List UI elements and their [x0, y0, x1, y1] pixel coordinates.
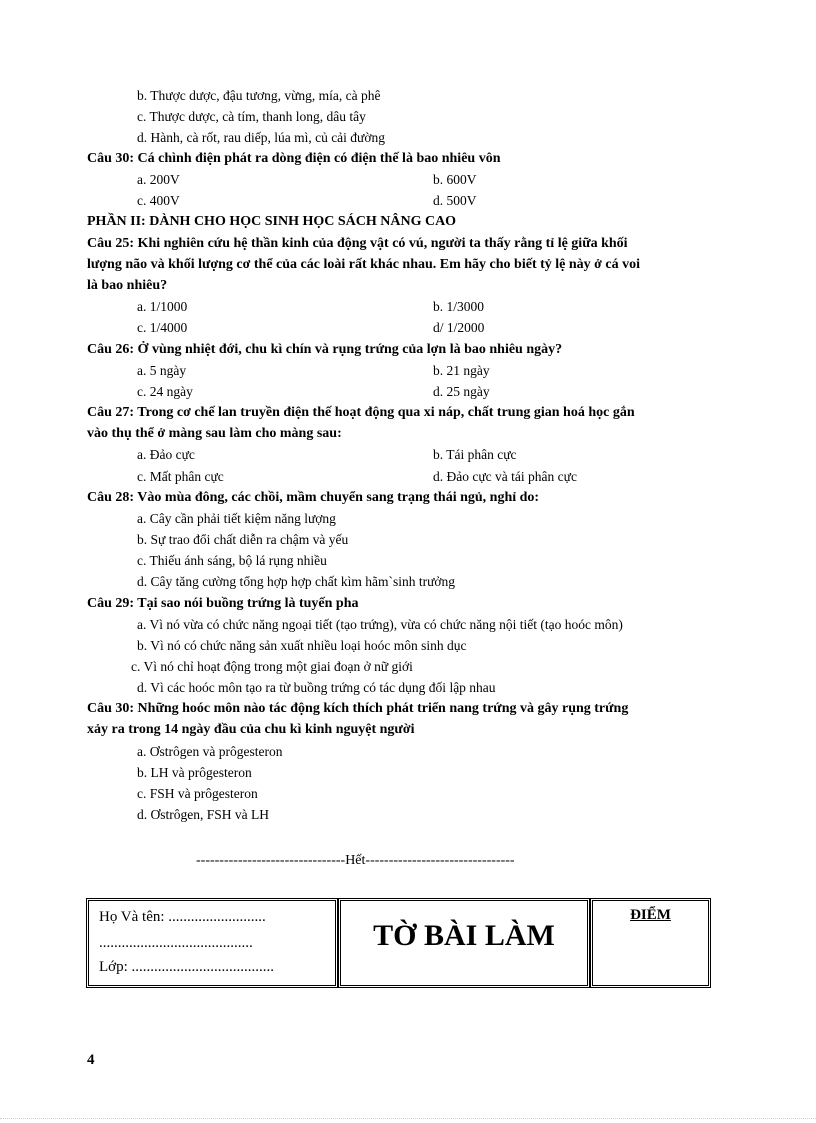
q29-option-b: b. Vì nó có chức năng sản xuất nhiều loại hoóc môn sinh dục [137, 638, 467, 653]
q25-option-d: d/ 1/2000 [433, 320, 485, 335]
q27-option-b: b. Tái phân cực [433, 447, 517, 462]
question-26: Câu 26: Ở vùng nhiệt đới, chu kì chín và rụng trứng của lợn là bao nhiêu ngày? [87, 342, 563, 357]
q29-option-c: c. Vì nó chỉ hoạt động trong một giai đoạn ở nữ giới [131, 659, 413, 674]
q30a-option-a: a. 200V [137, 172, 180, 187]
end-line: --------------------------------Hết-------------------------------- [196, 853, 515, 868]
question-30a: Câu 30: Cá chình điện phát ra dòng điện có điện thế là bao nhiêu vôn [87, 151, 501, 166]
q30a-option-d: d. 500V [433, 193, 477, 208]
answer-sheet-title: TỜ BÀI LÀM [373, 919, 555, 952]
q30b-option-c: c. FSH và prôgesteron [137, 786, 258, 801]
question-28: Câu 28: Vào mùa đông, các chồi, mầm chuyển sang trạng thái ngủ, nghỉ do: [87, 490, 540, 505]
q27-option-d: d. Đảo cực và tái phân cực [433, 469, 577, 484]
q25-option-b: b. 1/3000 [433, 299, 485, 314]
question-29: Câu 29: Tại sao nói buồng trứng là tuyến pha [87, 596, 359, 611]
q27-option-a: a. Đảo cực [137, 447, 195, 462]
score-label: ĐIỂM [630, 907, 671, 923]
section-heading: PHẦN II: DÀNH CHO HỌC SINH HỌC SÁCH NÂNG CAO [87, 214, 457, 229]
question-27-line2: vào thụ thể ở màng sau làm cho màng sau: [87, 426, 342, 441]
question-27-line1: Câu 27: Trong cơ chế lan truyền điện thế hoạt động qua xi náp, chất trung gian hoá học gắn [87, 405, 635, 420]
q28-option-c: c. Thiếu ánh sáng, bộ lá rụng nhiều [137, 553, 327, 568]
q26-option-d: d. 25 ngày [433, 384, 490, 399]
question-25-line1: Câu 25: Khi nghiên cứu hệ thần kinh của động vật có vú, người ta thấy rằng tỉ lệ giữa khối [87, 236, 628, 251]
q28-option-b: b. Sự trao đổi chất diễn ra chậm và yếu [137, 532, 349, 547]
prev-option-c: c. Thược dược, cà tím, thanh long, dâu tây [137, 109, 366, 124]
question-30b-line2: xảy ra trong 14 ngày đầu của chu kì kinh nguyệt người [87, 722, 415, 737]
score-box [590, 898, 711, 988]
q30a-option-b: b. 600V [433, 172, 477, 187]
q26-option-a: a. 5 ngày [137, 363, 187, 378]
q26-option-b: b. 21 ngày [433, 363, 490, 378]
q28-option-d: d. Cây tăng cường tổng hợp hợp chất kìm hãm`sinh trưởng [137, 574, 456, 589]
q30b-option-a: a. Ơstrôgen và prôgesteron [137, 744, 283, 759]
q29-option-d: d. Vì các hoóc môn tạo ra từ buồng trứng có tác dụng đối lập nhau [137, 680, 496, 695]
q30b-option-d: d. Ơstrôgen, FSH và LH [137, 807, 269, 822]
prev-option-b: b. Thược dược, đậu tương, vừng, mía, cà phê [137, 88, 381, 103]
page-bottom-rule [0, 1118, 816, 1119]
q26-option-c: c. 24 ngày [137, 384, 193, 399]
q27-option-c: c. Mất phân cực [137, 469, 224, 484]
question-25-line2: lượng não và khối lượng cơ thể của các loài rất khác nhau. Em hãy cho biết tỷ lệ này ở cá voi [87, 257, 641, 272]
name-continuation: ......................................... [99, 935, 253, 951]
page-number: 4 [87, 1052, 95, 1068]
q28-option-a: a. Cây cần phải tiết kiệm năng lượng [137, 511, 336, 526]
q25-option-c: c. 1/4000 [137, 320, 188, 335]
name-field: Họ Và tên: .......................... [99, 909, 266, 925]
prev-option-d: d. Hành, cà rốt, rau diếp, lúa mì, củ cải đường [137, 130, 386, 145]
q30b-option-b: b. LH và prôgesteron [137, 765, 252, 780]
title-box [338, 898, 590, 988]
student-info-box [86, 898, 338, 988]
question-30b-line1: Câu 30: Những hoóc môn nào tác động kích thích phát triển nang trứng và gây rụng trứng [87, 701, 629, 716]
question-25-line3: là bao nhiêu? [87, 278, 168, 293]
class-field: Lớp: ...................................... [99, 959, 275, 975]
q25-option-a: a. 1/1000 [137, 299, 188, 314]
q29-option-a: a. Vì nó vừa có chức năng ngoại tiết (tạo trứng), vừa có chức năng nội tiết (tạo hoóc môn) [137, 617, 623, 632]
q30a-option-c: c. 400V [137, 193, 180, 208]
